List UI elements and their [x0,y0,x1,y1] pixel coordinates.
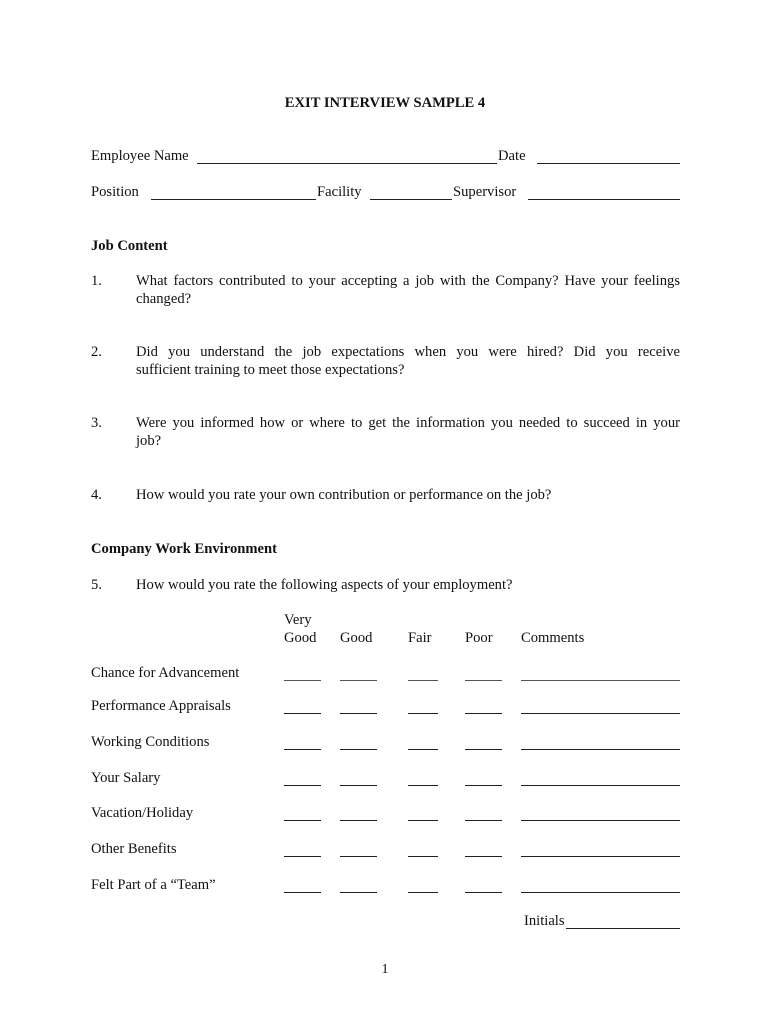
date-field[interactable] [537,163,680,164]
fair-blank[interactable] [408,713,438,714]
facility-field[interactable] [370,199,452,200]
poor-blank[interactable] [465,749,502,750]
very-good-blank[interactable] [284,713,321,714]
poor-blank[interactable] [465,713,502,714]
employee-name-field[interactable] [197,163,497,164]
question-number: 2. [91,344,102,360]
question-number: 4. [91,487,102,503]
question-line: changed? [136,291,192,307]
question-line: job? [136,433,162,449]
fair-blank[interactable] [408,680,438,681]
date-label: Date [498,148,526,164]
question-line: How would you rate your own contribution or performance on the job? [136,487,552,503]
facility-label: Facility [317,184,362,200]
poor-blank[interactable] [465,892,502,893]
comments-blank[interactable] [521,680,680,681]
very-good-blank[interactable] [284,785,321,786]
very-good-blank[interactable] [284,749,321,750]
fair-blank[interactable] [408,785,438,786]
question-line: sufficient training to meet those expectations? [136,362,405,378]
page-number: 1 [381,962,389,977]
fair-blank[interactable] [408,892,438,893]
comments-blank[interactable] [521,713,680,714]
rating-row-label: Other Benefits [91,841,177,857]
header-poor: Poor [465,630,493,646]
good-blank[interactable] [340,680,377,681]
poor-blank[interactable] [465,856,502,857]
fair-blank[interactable] [408,749,438,750]
comments-blank[interactable] [521,892,680,893]
rating-row-label: Vacation/Holiday [91,805,194,821]
question-number: 3. [91,415,102,431]
header-comments: Comments [521,630,585,646]
question-number: 1. [91,273,102,289]
question-line: What factors contributed to your accepting a job with the Company? Have your feelings [136,273,680,289]
question-text [136,272,680,308]
rating-row-label: Chance for Advancement [91,665,240,681]
rating-row-label: Performance Appraisals [91,698,231,714]
comments-blank[interactable] [521,749,680,750]
section-heading-job-content: Job Content [91,238,168,254]
poor-blank[interactable] [465,785,502,786]
fair-blank[interactable] [408,856,438,857]
very-good-blank[interactable] [284,856,321,857]
rating-row-label: Working Conditions [91,734,210,750]
question-line: Were you informed how or where to get the information you needed to succeed in your [136,415,680,431]
position-label: Position [91,184,139,200]
good-blank[interactable] [340,856,377,857]
poor-blank[interactable] [465,820,502,821]
good-blank[interactable] [340,892,377,893]
supervisor-label: Supervisor [453,184,517,200]
rating-row-label: Your Salary [91,770,161,786]
question-line: Did you understand the job expectations when you were hired? Did you receive [136,344,680,360]
question-line: How would you rate the following aspects of your employment? [136,577,513,593]
question-text [136,576,680,594]
rating-row-label: Felt Part of a “Team” [91,877,216,893]
very-good-blank[interactable] [284,820,321,821]
comments-blank[interactable] [521,856,680,857]
good-blank[interactable] [340,820,377,821]
comments-blank[interactable] [521,820,680,821]
very-good-blank[interactable] [284,680,321,681]
good-blank[interactable] [340,713,377,714]
header-very-good: Good [284,630,317,646]
good-blank[interactable] [340,749,377,750]
supervisor-field[interactable] [528,199,680,200]
good-blank[interactable] [340,785,377,786]
position-field[interactable] [151,199,316,200]
question-text [136,414,680,450]
header-very: Very [284,612,312,628]
question-number: 5. [91,577,102,593]
fair-blank[interactable] [408,820,438,821]
employee-name-label: Employee Name [91,148,189,164]
question-text [136,343,680,379]
comments-blank[interactable] [521,785,680,786]
very-good-blank[interactable] [284,892,321,893]
initials-field[interactable] [566,928,680,929]
header-fair: Fair [408,630,432,646]
question-text [136,486,680,504]
header-good: Good [340,630,373,646]
initials-label: Initials [524,913,565,929]
section-heading-company-environment: Company Work Environment [91,541,277,557]
document-title: EXIT INTERVIEW SAMPLE 4 [284,95,486,111]
poor-blank[interactable] [465,680,502,681]
